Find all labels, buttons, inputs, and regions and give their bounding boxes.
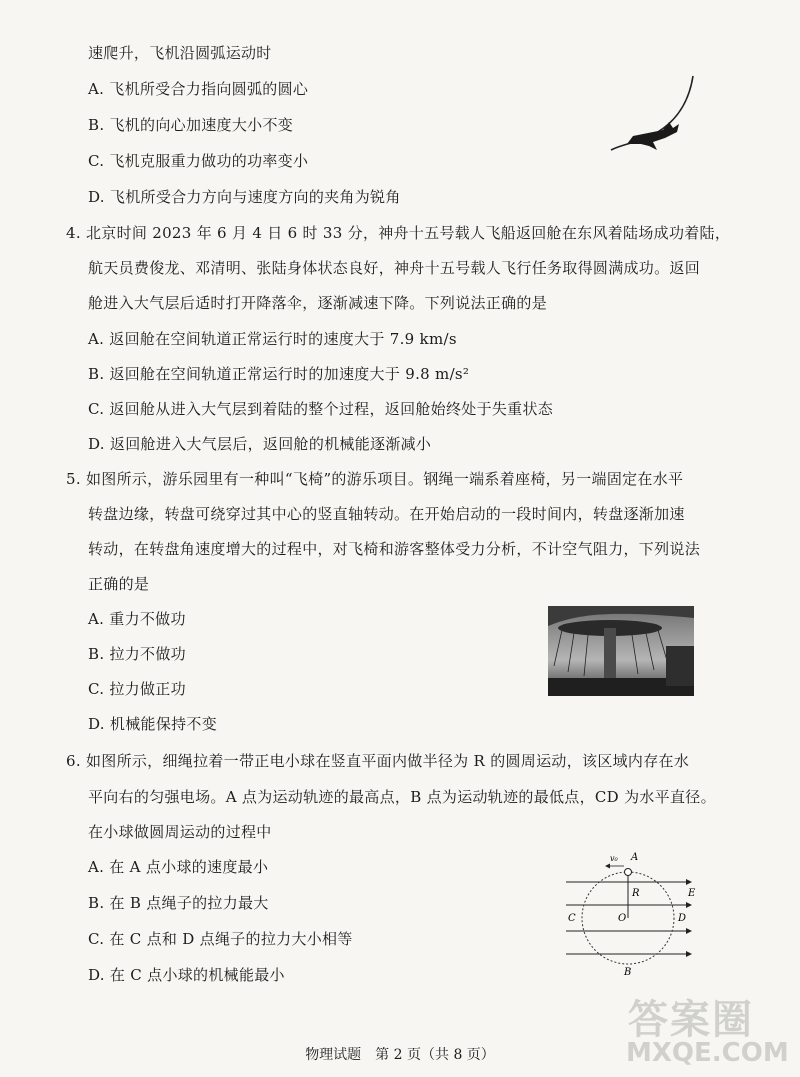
q3-option-d: D. 飞机所受合力方向与速度方向的夹角为锐角	[88, 188, 401, 206]
label-b: B	[624, 967, 632, 976]
q5-option-c: C. 拉力做正功	[88, 680, 186, 698]
page-footer: 物理试题 第 2 页（共 8 页）	[305, 1047, 495, 1063]
q6-option-b: B. 在 B 点绳子的拉力最大	[88, 894, 269, 912]
label-c: C	[568, 913, 576, 924]
q4-stem-line-3: 舱进入大气层后适时打开降落伞，逐渐减速下降。下列说法正确的是	[88, 294, 548, 312]
q5-stem-line-1: 5. 如图所示，游乐园里有一种叫“飞椅”的游乐项目。钢绳一端系着座椅，另一端固定在水平	[66, 470, 684, 488]
q5-stem-line-3: 转动，在转盘角速度增大的过程中，对飞椅和游客整体受力分析，不计空气阻力，下列说法	[88, 540, 701, 558]
label-o: O	[618, 913, 627, 924]
watermark-line-2: MXQE.COM	[626, 1038, 789, 1068]
jet-silhouette	[627, 122, 679, 150]
q3-option-b: B. 飞机的向心加速度大小不变	[88, 116, 294, 134]
q5-option-d: D. 机械能保持不变	[88, 715, 218, 733]
label-v0: v₀	[610, 854, 618, 863]
label-r: R	[632, 888, 640, 899]
photo-trees	[666, 646, 694, 686]
q6-stem-line-1: 6. 如图所示，细绳拉着一带正电小球在竖直平面内做半径为 R 的圆周运动，该区域内存在水	[66, 752, 690, 770]
q6-option-d: D. 在 C 点小球的机械能最小	[88, 966, 285, 984]
q6-stem-line-2: 平向右的匀强电场。A 点为运动轨迹的最高点，B 点为运动轨迹的最低点，CD 为水平直径。	[88, 788, 716, 806]
q5-option-a: A. 重力不做功	[88, 610, 186, 628]
swing-ride-photo	[548, 606, 694, 696]
q3-option-a: A. 飞机所受合力指向圆弧的圆心	[88, 80, 309, 98]
jet-aircraft-icon	[605, 72, 705, 162]
velocity-arrowhead	[605, 864, 610, 869]
label-e: E	[688, 888, 696, 899]
q3-option-c: C. 飞机克服重力做功的功率变小	[88, 152, 309, 170]
q6-option-a: A. 在 A 点小球的速度最小	[88, 858, 269, 876]
q5-stem-line-4: 正确的是	[88, 575, 150, 593]
ball	[625, 869, 632, 876]
ride-tower	[604, 628, 616, 683]
q6-option-c: C. 在 C 点和 D 点绳子的拉力大小相等	[88, 930, 353, 948]
q4-option-c: C. 返回舱从进入大气层到着陆的整个过程，返回舱始终处于失重状态	[88, 400, 554, 418]
q4-option-d: D. 返回舱进入大气层后，返回舱的机械能逐渐减小	[88, 435, 432, 453]
q5-option-b: B. 拉力不做功	[88, 645, 186, 663]
q6-stem-line-3: 在小球做圆周运动的过程中	[88, 823, 272, 841]
circular-motion-diagram	[558, 846, 708, 976]
label-a: A	[631, 852, 639, 863]
q5-stem-line-2: 转盘边缘，转盘可绕穿过其中心的竖直轴转动。在开始启动的一段时间内，转盘逐渐加速	[88, 505, 685, 523]
watermark-line-1: 答案圈	[628, 997, 754, 1043]
label-d: D	[678, 913, 687, 924]
q4-option-b: B. 返回舱在空间轨道正常运行时的加速度大于 9.8 m/s²	[88, 365, 470, 383]
question-3-stem-tail: 速爬升，飞机沿圆弧运动时	[88, 44, 272, 62]
watermark-logo	[620, 984, 795, 1074]
q4-option-a: A. 返回舱在空间轨道正常运行时的速度大于 7.9 km/s	[88, 330, 457, 348]
q4-stem-line-2: 航天员费俊龙、邓清明、张陆身体状态良好，神舟十五号载人飞行任务取得圆满成功。返回	[88, 259, 701, 277]
q4-stem-line-1: 4. 北京时间 2023 年 6 月 4 日 6 时 33 分，神舟十五号载人飞船返回舱在东风着陆场成功着陆，	[66, 224, 731, 242]
